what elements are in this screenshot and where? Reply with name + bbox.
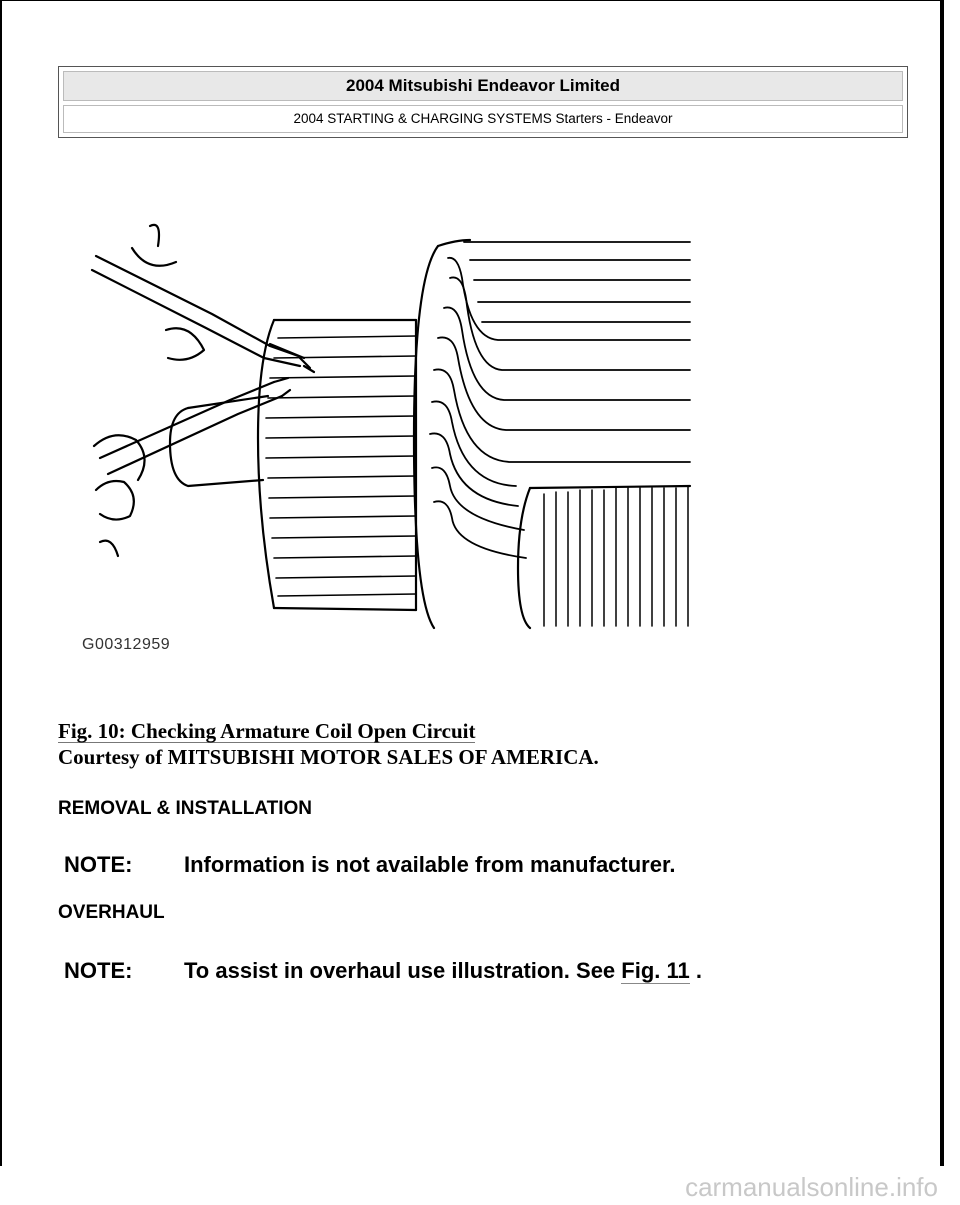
figure-caption [58, 718, 918, 770]
removal-installation-heading: REMOVAL & INSTALLATION [58, 798, 313, 819]
fig-11-link[interactable]: Fig. 11 [621, 958, 690, 983]
figure-caption-credit: Courtesy of MITSUBISHI MOTOR SALES OF AMERICA. [58, 745, 599, 769]
note-overhaul [64, 958, 924, 984]
note-removal [64, 852, 924, 878]
armature-illustration [78, 218, 718, 662]
note-label: NOTE: [64, 958, 133, 983]
figure-caption-title[interactable]: Fig. 10: Checking Armature Coil Open Circuit [58, 719, 476, 743]
note-end: . [695, 958, 703, 983]
note-text: To assist in overhaul use illustration. See [184, 958, 616, 983]
section-subtitle: 2004 STARTING & CHARGING SYSTEMS Starters - Endeavor [63, 105, 903, 133]
figure-id-code: G00312959 [82, 636, 171, 653]
armature-drawing [78, 218, 718, 662]
note-label: NOTE: [64, 852, 133, 877]
overhaul-heading: OVERHAUL [58, 902, 165, 923]
vehicle-title: 2004 Mitsubishi Endeavor Limited [63, 71, 903, 101]
document-header [58, 66, 908, 138]
note-text: Information is not available from manufacturer. [184, 852, 676, 877]
site-watermark: carmanualsonline.info [685, 1172, 938, 1202]
